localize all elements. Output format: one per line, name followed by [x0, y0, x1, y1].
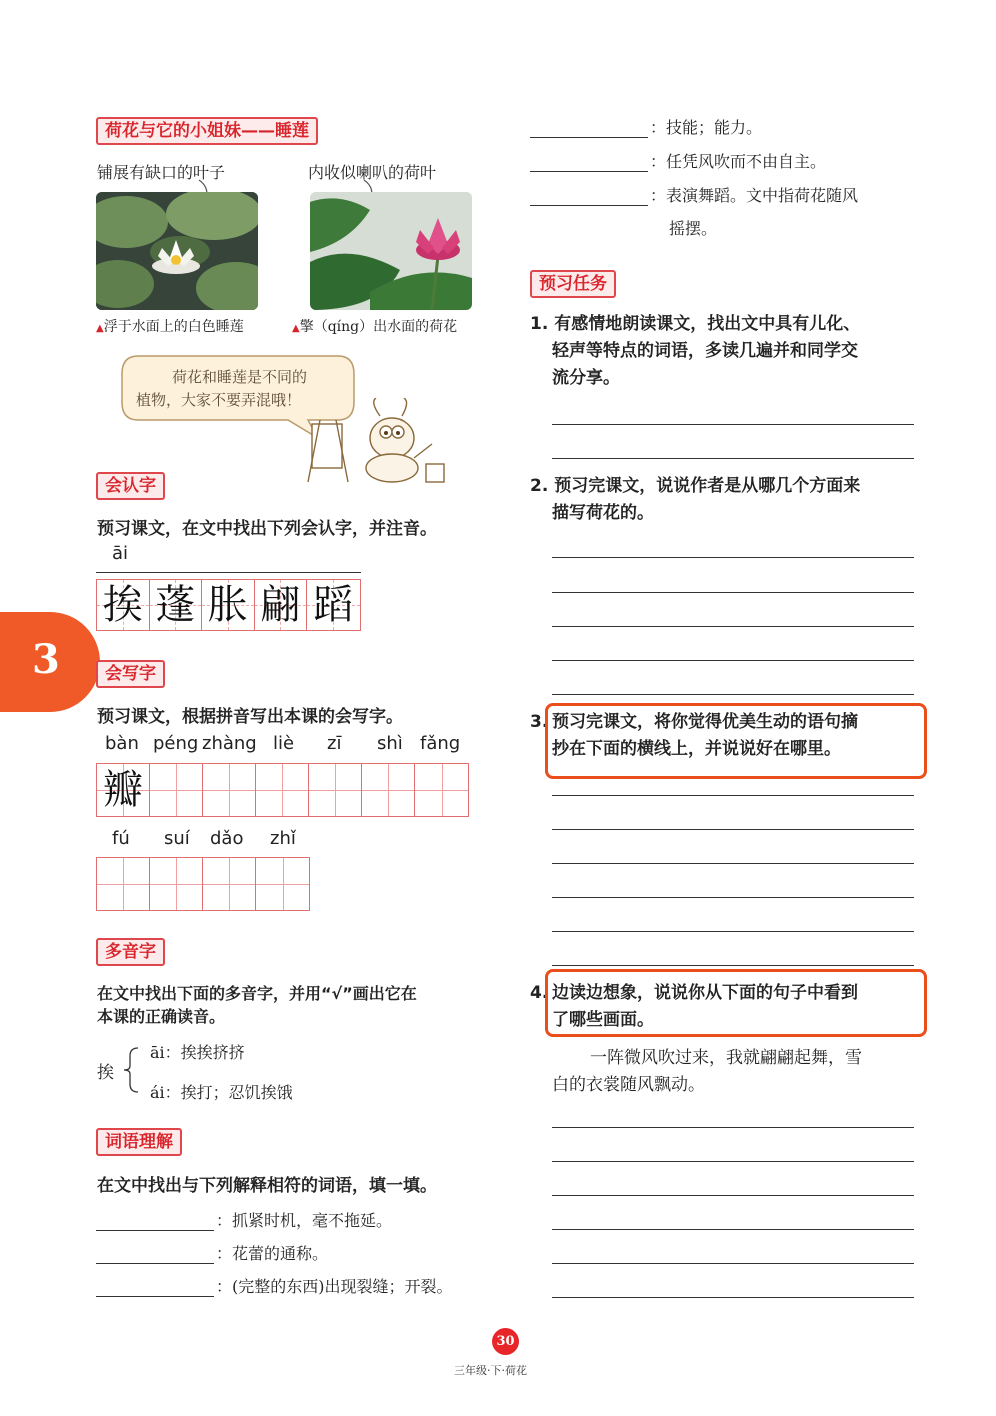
write-cell[interactable] [415, 764, 468, 816]
def-text-1: ：技能；能力。 [650, 118, 763, 137]
char-cell: 蹈 [307, 580, 360, 630]
answer-line-q3-2[interactable] [552, 829, 914, 830]
brace-icon [118, 1040, 142, 1100]
highlight-box-q4 [545, 969, 927, 1037]
answer-line-q4-3[interactable] [552, 1195, 914, 1196]
def-text-2: ：任凭风吹而不由自主。 [650, 152, 827, 171]
write-char-grid-row1 [96, 763, 469, 817]
section-title-recognize: 会认字 [96, 472, 165, 500]
def-blank-1[interactable] [530, 137, 648, 138]
q1-line3: 流分享。 [552, 368, 620, 388]
answer-line-q3-4[interactable] [552, 897, 914, 898]
section-title-lotus-waterlily: 荷花与它的小姐妹——睡莲 [96, 117, 318, 145]
def-text-3: ：表演舞蹈。文中指荷花随风 [650, 186, 859, 205]
answer-line-q4-5[interactable] [552, 1263, 914, 1264]
answer-line-q1-1[interactable] [552, 424, 914, 425]
q1-line2: 轻声等特点的词语，多读几遍并和同学交 [552, 341, 858, 361]
pinyin-fu: fú [112, 828, 130, 849]
answer-line-q2-3[interactable] [552, 626, 914, 627]
q1-line1: 1. 有感情地朗读课文，找出文中具有儿化、 [530, 314, 861, 334]
write-cell[interactable] [150, 858, 203, 910]
q4-quote-line2: 白的衣裳随风飘动。 [552, 1075, 705, 1095]
page-number-badge [492, 1328, 519, 1355]
q4-line2: 了哪些画面。 [552, 1010, 654, 1030]
polyphone-reading-ai2[interactable]: ái：挨打；忍饥挨饿 [150, 1083, 293, 1102]
waterlily-illustration [96, 192, 258, 310]
def-text-3-cont: 摇摆。 [669, 219, 718, 238]
waterlily-photo [96, 192, 258, 310]
answer-line-q1-2[interactable] [552, 458, 914, 459]
answer-line-q2-4[interactable] [552, 660, 914, 661]
pinyin-shi: shì [377, 733, 403, 754]
instruction-write: 预习课文，根据拼音写出本课的会写字。 [97, 707, 403, 727]
page-number: 30 [496, 1334, 515, 1349]
char-cell: 挨 [97, 580, 150, 630]
write-cell[interactable] [97, 858, 150, 910]
pinyin-ban: bàn [105, 733, 139, 754]
answer-line-q4-2[interactable] [552, 1161, 914, 1162]
answer-line-q2-1[interactable] [552, 557, 914, 558]
vocab-def-3: ：(完整的东西)出现裂缝；开裂。 [216, 1277, 453, 1296]
write-cell[interactable] [256, 764, 309, 816]
def-blank-3[interactable] [530, 205, 648, 206]
pinyin-zi: zī [327, 733, 342, 754]
vocab-def-1: ：抓紧时机，毫不拖延。 [216, 1211, 393, 1230]
triangle-icon: ▲ [292, 323, 300, 334]
q2-line1: 2. 预习完课文，说说作者是从哪几个方面来 [530, 476, 861, 496]
highlight-box-q3 [545, 703, 927, 779]
vocab-def-2: ：花蕾的通称。 [216, 1244, 329, 1263]
pinyin-fang: fǎng [420, 733, 461, 754]
q3-number: 3. [530, 712, 549, 732]
caption-lotus: ▲擎（qíng）出水面的荷花 [292, 319, 458, 335]
write-cell[interactable] [309, 764, 362, 816]
section-title-vocab: 词语理解 [96, 1128, 182, 1156]
answer-line-q3-1[interactable] [552, 795, 914, 796]
instruction-recognize: 预习课文，在文中找出下列会认字，并注音。 [97, 519, 437, 539]
write-cell[interactable] [150, 764, 203, 816]
triangle-icon: ▲ [96, 323, 104, 334]
char-cell: 翩 [255, 580, 308, 630]
vocab-blank-3[interactable] [96, 1296, 214, 1297]
answer-line-q4-1[interactable] [552, 1127, 914, 1128]
chapter-tab [0, 612, 100, 712]
polyphone-char: 挨 [97, 1063, 114, 1083]
q4-quote-line1: 一阵微风吹过来，我就翩翩起舞，雪 [590, 1048, 862, 1068]
pinyin-dao: dǎo [210, 828, 244, 849]
answer-line-q2-2[interactable] [552, 592, 914, 593]
pinyin-zhi: zhǐ [270, 828, 296, 849]
recognize-char-grid [96, 579, 361, 631]
char-cell: 胀 [202, 580, 255, 630]
pinyin-sui: suí [164, 828, 190, 849]
speech-text-line2: 植物，大家不要弄混哦！ [136, 391, 302, 409]
answer-line-q4-4[interactable] [552, 1229, 914, 1230]
answer-line-q3-6[interactable] [552, 965, 914, 966]
answer-line-q3-5[interactable] [552, 931, 914, 932]
q3-line1: 预习完课文，将你觉得优美生动的语句摘 [552, 712, 858, 732]
vocab-blank-1[interactable] [96, 1230, 214, 1231]
lotus-photo [310, 192, 472, 310]
instruction-vocab: 在文中找出与下列解释相符的词语，填一填。 [97, 1176, 437, 1196]
lotus-illustration [310, 192, 472, 310]
section-title-polyphone: 多音字 [96, 938, 165, 966]
polyphone-reading-ai1[interactable]: āi：挨挨挤挤 [150, 1043, 245, 1062]
write-cell-filled: 瓣 [97, 764, 150, 816]
answer-line-q2-5[interactable] [552, 694, 914, 695]
q2-line2: 描写荷花的。 [552, 503, 654, 523]
chapter-number: 3 [32, 636, 60, 683]
caption-waterlily: ▲浮于水面上的白色睡莲 [96, 319, 244, 335]
answer-line-q3-3[interactable] [552, 863, 914, 864]
label-lotus-leaf: 内收似喇叭的荷叶 [308, 163, 437, 182]
instruction-polyphone-line2: 本课的正确读音。 [97, 1007, 226, 1026]
label-waterlily-leaf: 铺展有缺口的叶子 [97, 163, 226, 182]
write-cell[interactable] [203, 764, 256, 816]
section-title-write: 会写字 [96, 660, 165, 688]
pinyin-writing-line [96, 572, 361, 573]
write-cell[interactable] [362, 764, 415, 816]
cartoon-ant-painter-icon [300, 398, 470, 490]
pinyin-zhang: zhàng [202, 733, 257, 754]
answer-line-q4-6[interactable] [552, 1297, 914, 1298]
section-title-tasks: 预习任务 [530, 270, 616, 298]
q3-line2: 抄在下面的横线上，并说说好在哪里。 [552, 739, 841, 759]
instruction-polyphone-line1: 在文中找出下面的多音字，并用“√”画出它在 [97, 984, 417, 1003]
pinyin-ai: āi [112, 543, 129, 564]
write-cell[interactable] [203, 858, 256, 910]
q4-line1: 边读边想象，说说你从下面的句子中看到 [552, 983, 858, 1003]
q4-number: 4. [530, 983, 549, 1003]
def-blank-2[interactable] [530, 171, 648, 172]
pinyin-peng: péng [153, 733, 199, 754]
pinyin-lie: liè [273, 733, 295, 754]
footer-text: 三年级·下·荷花 [454, 1364, 527, 1377]
speech-text-line1: 荷花和睡莲是不同的 [172, 368, 308, 386]
vocab-blank-2[interactable] [96, 1263, 214, 1264]
write-cell[interactable] [256, 858, 309, 910]
write-char-grid-row2 [96, 857, 310, 911]
char-cell: 蓬 [150, 580, 203, 630]
